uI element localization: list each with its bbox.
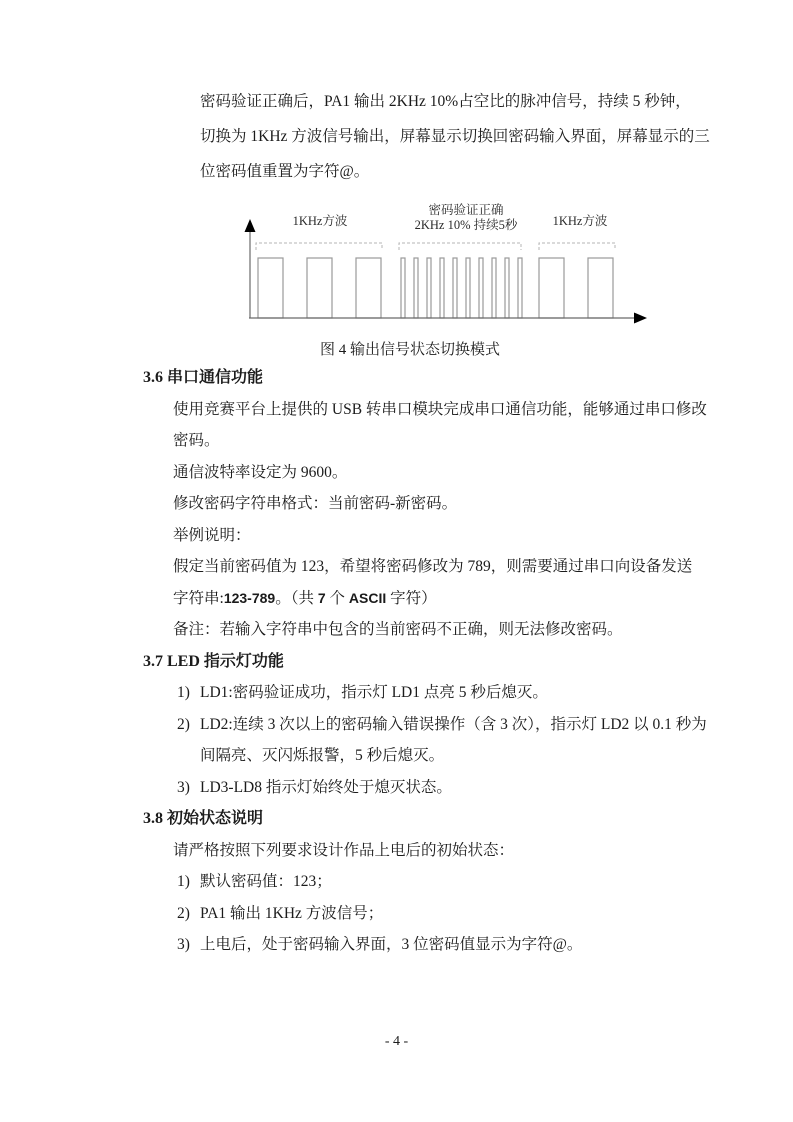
document-body (143, 362, 707, 961)
list-item-line: 上电后，处于密码输入界面，3 位密码值显示为字符@。 (200, 936, 583, 953)
pulse (505, 258, 509, 318)
note-line: 备注：若输入字符串中包含的当前密码不正确，则无法修改密码。 (173, 621, 623, 638)
list-item (177, 898, 673, 930)
list-item-line: LD1:密码验证成功，指示灯 LD1 点亮 5 秒后熄灭。 (200, 684, 548, 701)
pulse (356, 258, 381, 318)
right-section-label: 1KHz方波 (552, 214, 608, 228)
left-section-label: 1KHz方波 (292, 214, 348, 228)
pulse (479, 258, 483, 318)
pulse (427, 258, 431, 318)
example-pre-text: 字符串: (173, 589, 224, 607)
ascii-count-number: 7 (317, 589, 326, 606)
list-item-line: 间隔亮、灭闪烁报警，5 秒后熄灭。 (200, 747, 445, 764)
list-item (177, 709, 707, 772)
pulse (258, 258, 283, 318)
example-end-text: 字符） (386, 589, 437, 607)
list-item-number: 2) (177, 904, 190, 922)
bracket-left (256, 243, 382, 250)
list-item-text (200, 709, 707, 772)
example-mid-text: 。（共 (275, 589, 318, 607)
list-item (177, 772, 673, 804)
intro-paragraph (200, 84, 710, 189)
page-number: - 4 - (384, 1034, 409, 1049)
pulse (518, 258, 522, 318)
pulse-train-group (258, 258, 613, 318)
list-item (177, 677, 673, 709)
bracket-right (539, 243, 615, 250)
list-item-line: 默认密码值：123； (200, 873, 332, 890)
figure-caption: 图 4 输出信号状态切换模式 (319, 342, 500, 358)
example-line-1: 假定当前密码值为 123，希望将密码修改为 789，则需要通过串口向设备发送 (173, 558, 693, 575)
pulse (414, 258, 418, 318)
list-item-text (200, 772, 452, 804)
section-heading-3-7: 3.7 LED 指示灯功能 (143, 652, 284, 670)
pulse (466, 258, 470, 318)
intro-line: 切换为 1KHz 方波信号输出，屏幕显示切换回密码输入界面，屏幕显示的三 (200, 128, 710, 145)
list-item-line: PA1 输出 1KHz 方波信号； (200, 904, 384, 922)
example-line-2 (173, 583, 673, 615)
section-heading-3-8: 3.8 初始状态说明 (143, 810, 264, 827)
x-axis-arrow-icon (634, 313, 647, 324)
mid-section-label-line1: 密码验证正确 (428, 203, 504, 217)
password-format-line: 修改密码字符串格式：当前密码-新密码。 (173, 495, 458, 512)
list-item (177, 866, 673, 898)
pulse (492, 258, 496, 318)
password-string-code: 123-789 (223, 589, 276, 606)
list-item-text (200, 677, 548, 709)
list-item-line: LD2:连续 3 次以上的密码输入错误操作（含 3 次），指示灯 LD2 以 0.1 秒为 (200, 715, 707, 733)
waveform-svg (230, 198, 660, 330)
example-mid-text-2: 个 (325, 589, 349, 607)
pulse (401, 258, 405, 318)
ascii-label: ASCII (348, 589, 387, 606)
intro-line: 位密码值重置为字符@。 (200, 163, 370, 180)
list-item-number: 1) (177, 684, 190, 701)
example-title-line: 举例说明： (173, 526, 251, 544)
section-heading-3-6: 3.6 串口通信功能 (143, 369, 264, 386)
baud-rate-line: 通信波特率设定为 9600。 (173, 463, 348, 481)
pulse (453, 258, 457, 318)
initial-state-intro-line: 请严格按照下列要求设计作品上电后的初始状态： (173, 841, 515, 859)
y-axis-arrow-icon (245, 219, 256, 232)
pulse (588, 258, 613, 318)
list-item-text (200, 898, 383, 930)
paragraph-line: 使用竞赛平台上提供的 USB 转串口模块完成串口通信功能，能够通过串口修改 (173, 400, 707, 418)
intro-line: 密码验证正确后，PA1 输出 2KHz 10%占空比的脉冲信号，持续 5 秒钟， (200, 93, 691, 110)
list-item-text (200, 929, 582, 961)
waveform-figure (230, 198, 660, 335)
list-item-number: 3) (177, 936, 190, 953)
list-item-number: 2) (177, 715, 190, 733)
list-item-number: 3) (177, 778, 190, 796)
list-item-line: LD3-LD8 指示灯始终处于熄灭状态。 (200, 778, 452, 796)
pulse (440, 258, 444, 318)
list-item-text (200, 866, 332, 898)
paragraph-line: 密码。 (173, 432, 220, 449)
list-item-number: 1) (177, 873, 190, 890)
pulse (307, 258, 332, 318)
pulse (539, 258, 564, 318)
list-item (177, 929, 673, 961)
mid-section-label-line2: 2KHz 10% 持续5秒 (414, 218, 518, 232)
bracket-middle (399, 243, 521, 250)
